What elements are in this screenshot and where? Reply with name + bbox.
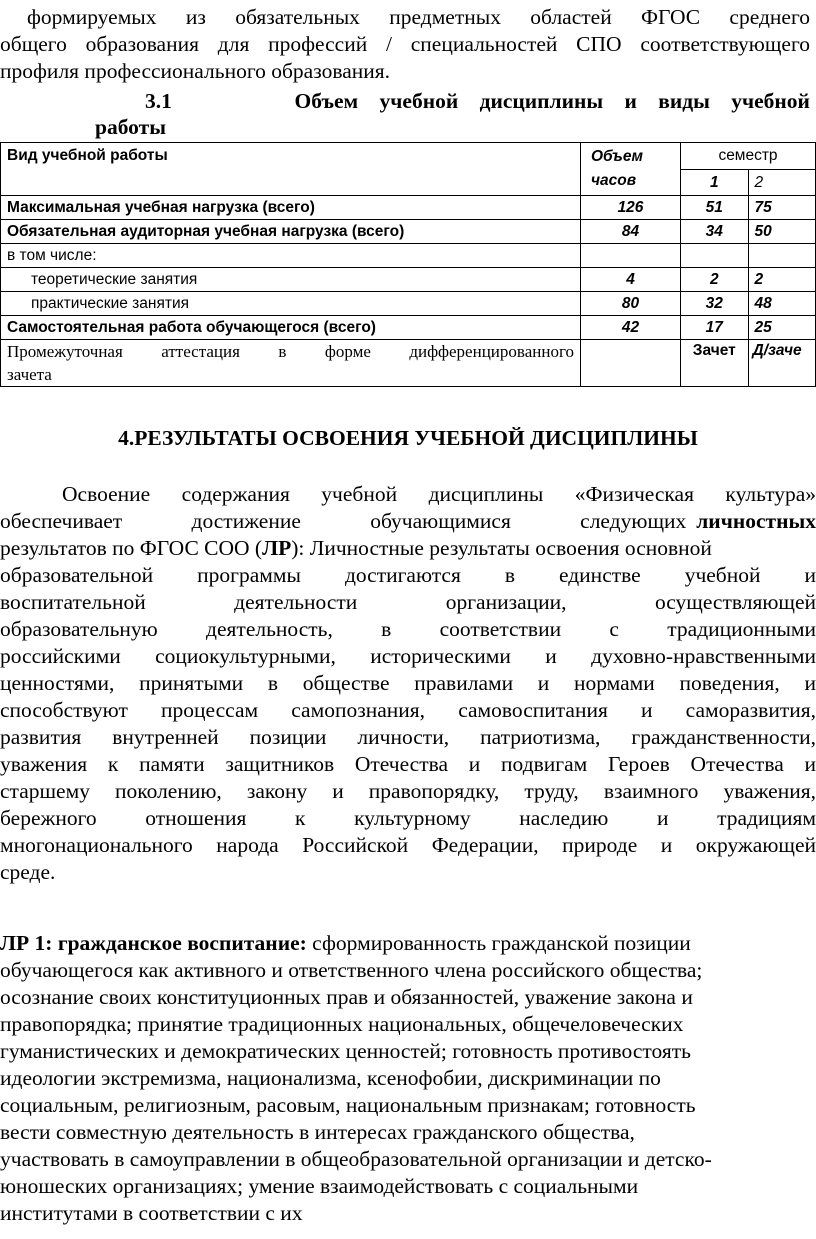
row-sem2: 48 [748,292,816,316]
para4-line2 [0,508,816,535]
lr1-line: вести совместную деятельность в интересах гражданского общества, [0,1120,635,1144]
para4-line2-a: обеспечивает достижение обучающимися следующих [0,509,687,533]
para4-line: ценностями, принятыми в обществе правилами и нормами поведения, и [0,671,816,695]
lr1-line: идеологии экстремизма, национализма, ксенофобии, дискриминации по [0,1066,661,1090]
row-hours: 80 [581,292,681,316]
para4-line3 [0,535,816,562]
header-volume-line2: часов [591,172,637,189]
row-label-line2: зачета [7,365,52,384]
header-volume [581,143,681,196]
para4-line3-a: результатов по ФГОС СОО ( [0,536,263,560]
section-number: 3.1 [145,89,172,113]
table-row [1,244,816,268]
hours-table [0,142,816,387]
heading-word: и [624,89,637,113]
table-row [1,196,816,220]
header-volume-line1: Объем [591,148,643,165]
lr1-label: ЛР 1: гражданское воспитание: [0,931,307,955]
section-3-1-heading [95,88,810,140]
header-semester: семестр [681,143,816,170]
row-sem2 [748,244,816,268]
heading-word: учебной [379,89,459,113]
lr1-line1 [0,930,816,957]
row-sem1 [681,244,749,268]
row-sem1: 17 [681,316,749,340]
para4-line3-b: ЛР [262,536,292,560]
para4-line: способствуют процессам самопознания, самовоспитания и саморазвития, [0,698,816,722]
row-label-line1: Промежуточная аттестация в форме дифференцированного [7,342,574,361]
lr1-line: осознание своих конституционных прав и обязанностей, уважение закона и [0,985,693,1009]
row-sem1: 2 [681,268,749,292]
para4-line: многонационального народа Российской Федерации, природе и окружающей [0,833,816,857]
section-4-title: 4.РЕЗУЛЬТАТЫ ОСВОЕНИЯ УЧЕБНОЙ ДИСЦИПЛИНЫ [118,426,698,450]
lr1-line: правопорядка; принятие традиционных национальных, общечеловеческих [0,1012,684,1036]
lr1-line: институтами в соответствии с их [0,1201,303,1225]
row-sem2: Д/заче [748,340,816,387]
table-row [1,316,816,340]
table-row [1,220,816,244]
table-row [1,292,816,316]
lr1-line: гуманистических и демократических ценностей; готовность противостоять [0,1039,691,1063]
para4-line: старшему поколению, закону и правопорядку, труду, взаимного уважения, [0,779,816,803]
lr1-line: социальным, религиозным, расовым, национальным признакам; готовность [0,1093,696,1117]
row-hours: 4 [581,268,681,292]
para4-line: уважения к памяти защитников Отечества и подвигам Героев Отечества и [0,752,816,776]
para4-line1: Освоение содержания учебной дисциплины «Физическая культура» [62,482,816,506]
heading-word: виды [658,89,710,113]
para4-line3-c: ): Личностные результаты освоения основной [291,536,712,560]
row-hours [581,244,681,268]
heading-line-2: работы [95,115,166,139]
lr1-line: юношеских организациях; умение взаимодействовать с социальными [0,1174,639,1198]
lr1-line: участвовать в самоуправлении в общеобразовательной организации и детско- [0,1147,712,1171]
row-hours: 42 [581,316,681,340]
intro-line-1: формируемых из обязательных предметных областей ФГОС среднего [27,5,810,29]
row-sem1: 51 [681,196,749,220]
para4-line: образовательную деятельность, в соответствии с традиционными [0,617,816,641]
para4-line: развития внутренней позиции личности, патриотизма, гражданственности, [0,725,816,749]
para4-line2-b: личностных [696,509,816,533]
para4-last-line: среде. [0,860,56,884]
lr1-first-rest: сформированность гражданской позиции [306,931,691,955]
row-sem2: 25 [748,316,816,340]
header-work-type: Вид учебной работы [1,143,581,196]
row-label: теоретические занятия [1,268,581,292]
table-row [1,268,816,292]
lr1-line: обучающегося как активного и ответственного члена российского общества; [0,958,703,982]
row-label: Обязательная аудиторная учебная нагрузка (всего) [1,220,581,244]
row-label: практические занятия [1,292,581,316]
row-label: Самостоятельная работа обучающегося (всего) [1,316,581,340]
row-sem1: 34 [681,220,749,244]
intro-line-2: общего образования для профессий / специальностей СПО соответствующего [0,32,810,56]
row-label: в том числе: [1,244,581,268]
row-hours [581,340,681,387]
row-hours: 84 [581,220,681,244]
table-row [1,340,816,387]
header-sem2: 2 [748,170,816,196]
row-sem2: 75 [748,196,816,220]
para4-line: воспитательной деятельности организации, осуществляющей [0,590,816,614]
row-hours: 126 [581,196,681,220]
heading-word: учебной [731,89,810,113]
row-label [1,340,581,387]
row-sem1: 32 [681,292,749,316]
intro-line-3: профиля профессионального образования. [0,59,391,83]
heading-word: дисциплины [479,89,604,113]
para4-line: российскими социокультурными, историческими и духовно-нравственными [0,644,816,668]
row-sem2: 50 [748,220,816,244]
para4-line: образовательной программы достигаются в единстве учебной и [0,563,816,587]
para4-line: бережного отношения к культурному наследию и традициям [0,806,816,830]
row-label: Максимальная учебная нагрузка (всего) [1,196,581,220]
lr1-block [0,930,816,1227]
heading-word: Объем [294,89,359,113]
row-sem2: 2 [748,268,816,292]
row-sem1: Зачет [681,340,749,387]
header-sem1: 1 [681,170,749,196]
